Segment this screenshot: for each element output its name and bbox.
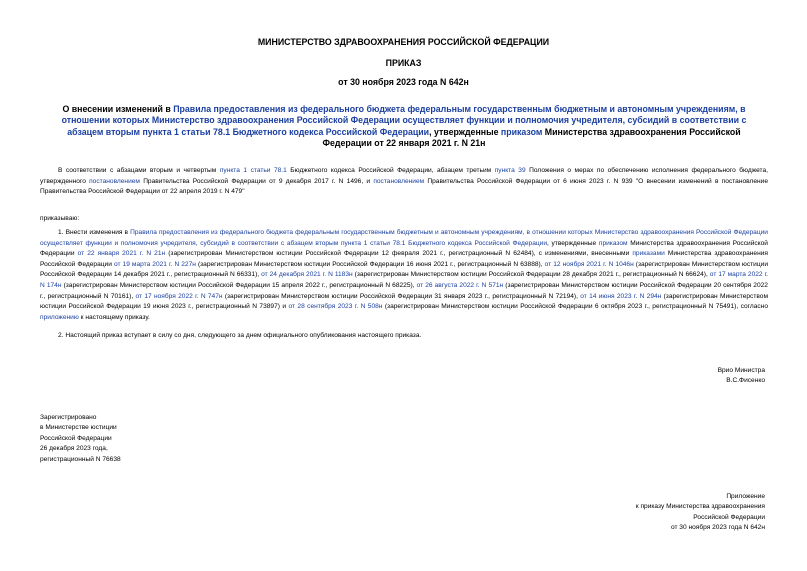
order-title bbox=[58, 104, 750, 150]
text: (зарегистрирован Министерством юстиции Российской Федерации 19 июня 2023 г., регистрационный N 73897) и bbox=[40, 292, 768, 311]
title-rules-link[interactable]: Правила предоставления из федерального бюджета федеральным государственным бюджетным и автономным учреждениям, в отношении которых Министерство здравоохранения Российской Федерации осуществляет функции и полномочия учредителя, субсидий в соответствии с абзацем вторым пункта 1 статьи 78.1 Бюджетного кодекса Российской Федерации bbox=[61, 104, 747, 137]
appendix-line: Российской Федерации bbox=[693, 513, 765, 521]
text: Правительства Российской Федерации от 6 июня 2023 г. N 939 "О внесении изменений в постановление Правительства Российской Федерации от 22 апреля 2019 г. N 479" bbox=[40, 177, 768, 196]
orders-link[interactable]: приказами bbox=[632, 250, 665, 258]
registration-line: регистрационный N 76638 bbox=[40, 455, 121, 463]
text: (зарегистрирован Министерством юстиции Российской Федерации 31 января 2023 г., регистрационный N 72194), bbox=[222, 292, 581, 300]
text: (зарегистрирован Министерством юстиции Российской Федерации 20 сентября 2022 г., регистрационный N 70161), bbox=[40, 281, 768, 300]
text: (зарегистрирован Министерством юстиции Российской Федерации 12 февраля 2021 г., регистрационный N 62484), с изменениями, внесенными bbox=[165, 250, 633, 258]
order-1183n-link[interactable]: от 24 декабря 2021 г. N 1183н bbox=[261, 271, 353, 279]
appendix-link[interactable]: приложению bbox=[40, 313, 79, 321]
order-word: приказываю: bbox=[40, 215, 80, 222]
registration-line: Российской Федерации bbox=[40, 434, 112, 442]
order-1046n-link[interactable]: от 12 ноября 2021 г. N 1046н bbox=[544, 260, 634, 268]
appendix-block bbox=[636, 492, 765, 534]
appendix-line: к приказу Министерства здравоохранения bbox=[635, 503, 765, 511]
order-747n-link[interactable]: от 17 ноября 2022 г. N 747н bbox=[135, 292, 223, 300]
text: (зарегистрирован Министерством юстиции Российской Федерации 6 октября 2023 г., регистрационный N 75491), согласно bbox=[382, 303, 768, 311]
order-21n-link[interactable]: от 22 января 2021 г. N 21н bbox=[77, 250, 166, 258]
order-227n-link[interactable]: от 19 марта 2021 г. N 227н bbox=[113, 260, 196, 268]
order-571n-link[interactable]: от 26 августа 2022 г. N 571н bbox=[416, 281, 504, 289]
text: Бюджетного кодекса Российской Федерации, абзацем третьим bbox=[286, 167, 495, 174]
order-date-number: от 30 ноября 2023 года N 642н bbox=[338, 77, 469, 87]
signature-name: В.С.Фисенко bbox=[726, 377, 765, 385]
doc-type-heading: ПРИКАЗ bbox=[385, 58, 422, 68]
text: В соответствии с абзацами вторым и четвертым bbox=[58, 167, 220, 174]
text: Правительства Российской Федерации от 9 декабря 2017 г. N 1496, и bbox=[139, 177, 374, 185]
point-39-link[interactable]: пункта 39 bbox=[494, 167, 526, 174]
item-2-paragraph: 2. Настоящий приказ вступает в силу со дня, следующего за днем официального опубликования настоящего приказа. bbox=[58, 332, 422, 339]
text: Министерства здравоохранения Российской Федерации bbox=[40, 239, 768, 258]
text: Положения о мерах по обеспечению исполнения федерального бюджета, утвержденного bbox=[40, 167, 768, 185]
resolution-1496-link[interactable]: постановлением bbox=[89, 177, 140, 185]
appendix-line: от 30 ноября 2023 года N 642н bbox=[670, 524, 765, 532]
order-link[interactable]: приказом bbox=[598, 239, 628, 247]
signature-block bbox=[718, 366, 765, 387]
title-text: , утвержденные bbox=[429, 126, 501, 137]
text: (зарегистрирован Министерством юстиции Российской Федерации 28 декабря 2021 г., регистрационный N 66624), bbox=[352, 271, 710, 279]
preamble-paragraph bbox=[40, 166, 768, 198]
signature-position: Врио Министра bbox=[717, 367, 765, 374]
text: , утвержденные bbox=[547, 239, 599, 247]
order-294n-link[interactable]: от 14 июня 2023 г. N 294н bbox=[580, 292, 662, 300]
registration-line: Зарегистрировано bbox=[40, 414, 97, 421]
resolution-939-link[interactable]: постановлением bbox=[373, 177, 425, 185]
registration-block bbox=[40, 413, 121, 465]
text: Министерства здравоохранения Российской Федерации bbox=[40, 250, 768, 268]
order-174n-link[interactable]: от 17 марта 2022 г. N 174н bbox=[40, 271, 769, 289]
ministry-heading: МИНИСТЕРСТВО ЗДРАВООХРАНЕНИЯ РОССИЙСКОЙ ФЕДЕРАЦИИ bbox=[257, 37, 550, 47]
title-text: Министерства здравоохранения Российской Федерации от 22 января 2021 г. N 21н bbox=[322, 126, 741, 149]
order-508n-link[interactable]: от 28 сентября 2023 г. N 508н bbox=[288, 303, 383, 311]
registration-line: в Министерстве юстиции bbox=[40, 424, 117, 432]
text: 1. Внести изменения в bbox=[58, 229, 131, 236]
text: (зарегистрирован Министерством юстиции Российской Федерации 15 апреля 2022 г., регистрационный N 68225), bbox=[61, 281, 417, 289]
registration-line: 26 декабря 2023 года, bbox=[40, 445, 108, 453]
text: к настоящему приказу. bbox=[78, 313, 150, 321]
title-text: О внесении изменений в bbox=[62, 104, 174, 114]
item-1-paragraph bbox=[40, 228, 768, 323]
rules-link[interactable]: Правила предоставления из федерального бюджета федеральным государственным бюджетным и автономным учреждениям, в отношении которых Министерство здравоохранения Российской Федерации осуществляет функции и полномочия учредителя, субсидий в соответствии с абзацем вторым пункта 1 статьи 78.1 Бюджетного кодекса Российской Федерации bbox=[40, 229, 768, 247]
budget-code-link[interactable]: пункта 1 статьи 78.1 bbox=[219, 167, 287, 174]
appendix-line: Приложение bbox=[726, 493, 765, 500]
text: (зарегистрирован Министерством юстиции Российской Федерации 16 июня 2021 г., регистрационный N 63888), bbox=[195, 260, 545, 268]
title-order-link[interactable]: приказом bbox=[500, 126, 543, 137]
text: (зарегистрирован Министерством юстиции Российской Федерации 14 декабря 2021 г., регистрационный N 66331), bbox=[40, 260, 768, 279]
